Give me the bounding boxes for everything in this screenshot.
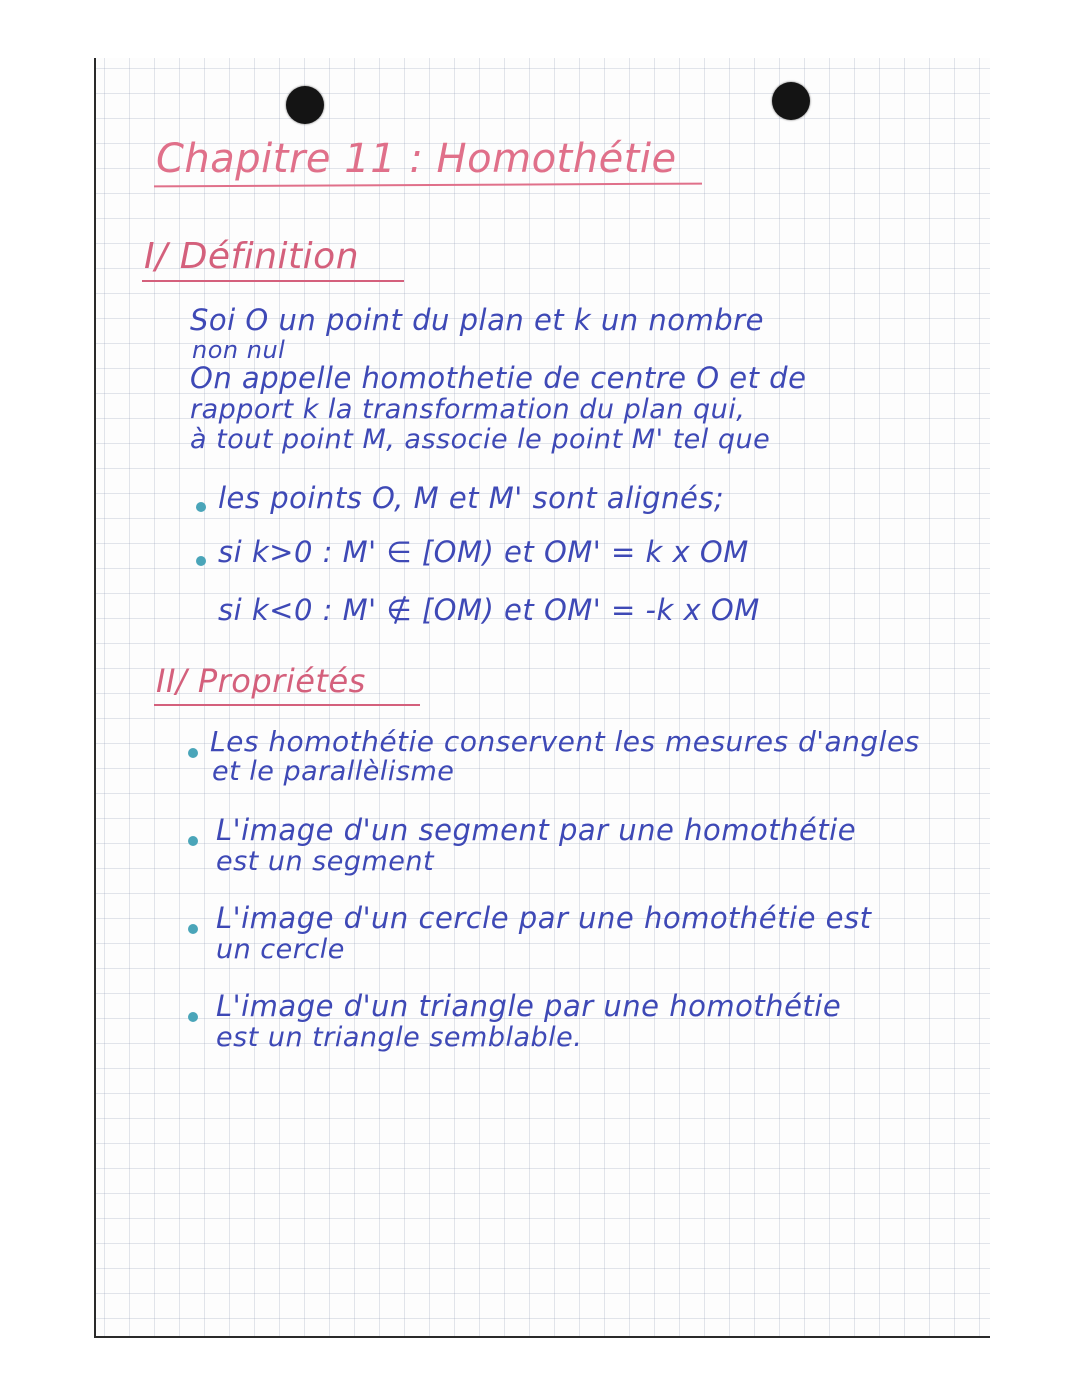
property-4-line-1: L'image d'un triangle par une homothétie bbox=[216, 989, 842, 1023]
bullet-dot bbox=[188, 836, 198, 846]
punch-hole-right bbox=[772, 82, 810, 120]
bullet-dot bbox=[188, 1012, 198, 1022]
property-3-line-2: un cercle bbox=[216, 934, 345, 965]
title-underline bbox=[154, 183, 702, 188]
bullet-dot bbox=[188, 924, 198, 934]
bullet-dot bbox=[196, 502, 206, 512]
property-4-line-2: est un triangle semblable. bbox=[216, 1022, 583, 1053]
definition-continuation: si k<0 : M' ∉ [OM) et OM' = -k x OM bbox=[218, 593, 760, 627]
property-3-line-1: L'image d'un cercle par une homothétie est bbox=[216, 901, 872, 935]
section-heading-properties: II/ Propriétés bbox=[156, 662, 366, 700]
section-underline-definition bbox=[142, 280, 404, 282]
property-1-line-2: et le parallèlisme bbox=[212, 756, 455, 787]
section-underline-properties bbox=[154, 704, 420, 706]
punch-hole-left bbox=[286, 86, 324, 124]
definition-line-4: rapport k la transformation du plan qui, bbox=[190, 394, 746, 425]
bullet-dot bbox=[196, 556, 206, 566]
definition-line-1: Soi O un point du plan et k un nombre bbox=[190, 303, 764, 337]
property-2-line-1: L'image d'un segment par une homothétie bbox=[216, 813, 857, 847]
page-title: Chapitre 11 : Homothétie bbox=[156, 136, 677, 182]
definition-line-3: On appelle homothetie de centre O et de bbox=[190, 361, 807, 395]
definition-line-5: à tout point M, associe le point M' tel que bbox=[190, 424, 771, 455]
property-1-line-1: Les homothétie conservent les mesures d'angles bbox=[210, 725, 920, 758]
definition-bullet-1: les points O, M et M' sont alignés; bbox=[218, 481, 725, 515]
definition-bullet-2: si k>0 : M' ∈ [OM) et OM' = k x OM bbox=[218, 535, 749, 569]
section-heading-definition: I/ Définition bbox=[144, 236, 360, 277]
notebook-page bbox=[94, 58, 990, 1338]
definition-line-2: non nul bbox=[192, 336, 286, 364]
bullet-dot bbox=[188, 748, 198, 758]
property-2-line-2: est un segment bbox=[216, 846, 435, 877]
